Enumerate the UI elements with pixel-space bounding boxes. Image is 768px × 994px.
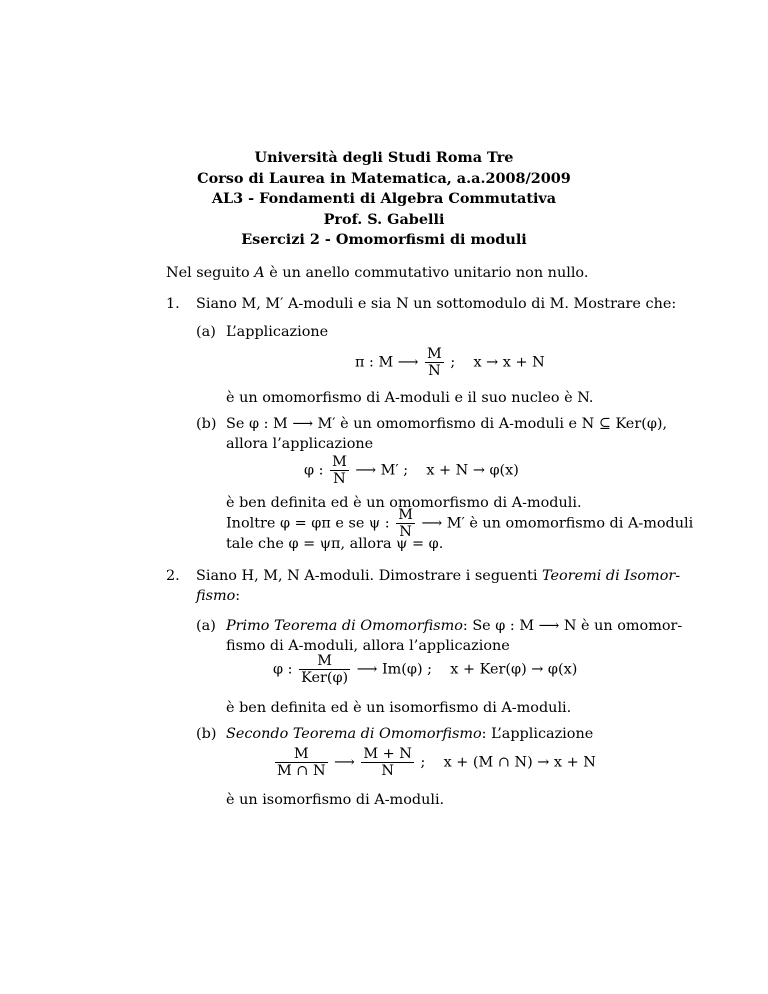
course-line: Corso di Laurea in Matematica, a.a.2008/2009 xyxy=(197,169,571,187)
exercise-1-statement: Siano M, M′ A-moduli e sia N un sottomodulo di M. Mostrare che: xyxy=(196,296,677,312)
exercise-2-number: 2. xyxy=(166,568,180,584)
exercise-2a-conclusion: è ben definita ed è un isomorfismo di A-moduli. xyxy=(226,700,572,716)
exercise-2a-formula: φ : $\frac{M}{\text{Ker(φ)}}$ ⟶ Im(φ) ; x + Ker(φ) → φ(x) xyxy=(273,653,578,686)
exercise-1a-label: (a) xyxy=(196,324,216,340)
quotient-fraction: $\frac{M + N}{N}$ xyxy=(363,746,412,779)
exercise-set-title: Esercizi 2 - Omomorfismi di moduli xyxy=(241,231,527,249)
exercise-2-statement: Siano H, M, N A-moduli. Dimostrare i seguenti Teoremi di Isomor- xyxy=(196,568,681,584)
exercise-2a-line2: fismo di A-moduli, allora l’applicazione xyxy=(226,638,510,654)
exercise-1b-line2: allora l’applicazione xyxy=(226,436,374,452)
exercise-1b-moreover: Inoltre φ = φπ e se ψ : $\frac{M}{N}$ ⟶ M′ è un omomorfismo di A-moduli xyxy=(226,507,694,540)
exercise-2a-line1: Primo Teorema di Omomorfismo: Se φ : M ⟶ N è un omomor- xyxy=(226,618,683,634)
quotient-fraction: $\frac{M}{M \cap N}$ xyxy=(277,746,326,779)
exercise-1b-formula: φ : $\frac{M}{N}$ ⟶ M′ ; x + N → φ(x) xyxy=(304,454,519,487)
exercise-1b-line1: Se φ : M ⟶ M′ è un omomorfismo di A-moduli e N ⊆ Ker(φ), xyxy=(226,416,668,432)
quotient-fraction: $\frac{M}{N}$ xyxy=(332,454,347,487)
exercise-1b-last: tale che φ = ψπ, allora ψ = φ. xyxy=(226,536,444,552)
exercise-1b-conclusion: è ben definita ed è un omomorfismo di A-moduli. xyxy=(226,495,582,511)
exercise-1-number: 1. xyxy=(166,296,180,312)
exercise-2b-conclusion: è un isomorfismo di A-moduli. xyxy=(226,792,445,808)
quotient-fraction: $\frac{M}{\text{Ker(φ)}}$ xyxy=(301,653,349,686)
subject-line: AL3 - Fondamenti di Algebra Commutativa xyxy=(211,190,557,208)
exercise-1b-label: (b) xyxy=(196,416,217,432)
professor-line: Prof. S. Gabelli xyxy=(323,210,445,228)
exercise-1a-intro: L’applicazione xyxy=(226,324,329,340)
exercise-2b-label: (b) xyxy=(196,726,217,742)
exercise-1a-conclusion: è un omomorfismo di A-moduli e il suo nucleo è N. xyxy=(226,390,594,406)
exercise-2-statement-cont: fismo: xyxy=(196,588,241,604)
quotient-fraction: $\frac{M}{N}$ xyxy=(426,346,442,379)
intro-paragraph: Nel seguito A è un anello commutativo unitario non nullo. xyxy=(166,265,589,281)
exercise-2b-line1: Secondo Teorema di Omomorfismo: L’applicazione xyxy=(226,726,594,742)
exercise-2a-label: (a) xyxy=(196,618,216,634)
exercise-1a-formula: π : M ⟶ $\frac{M}{N}$ ; x → x + N xyxy=(355,346,545,379)
quotient-fraction: $\frac{M}{N}$ xyxy=(398,507,413,540)
university-line: Università degli Studi Roma Tre xyxy=(254,149,514,166)
exercise-2b-formula: $\frac{M}{M \cap N}$ ⟶ $\frac{M + N}{N}$ ; x + (M ∩ N) → x + N xyxy=(277,746,596,779)
document-header xyxy=(0,148,768,251)
